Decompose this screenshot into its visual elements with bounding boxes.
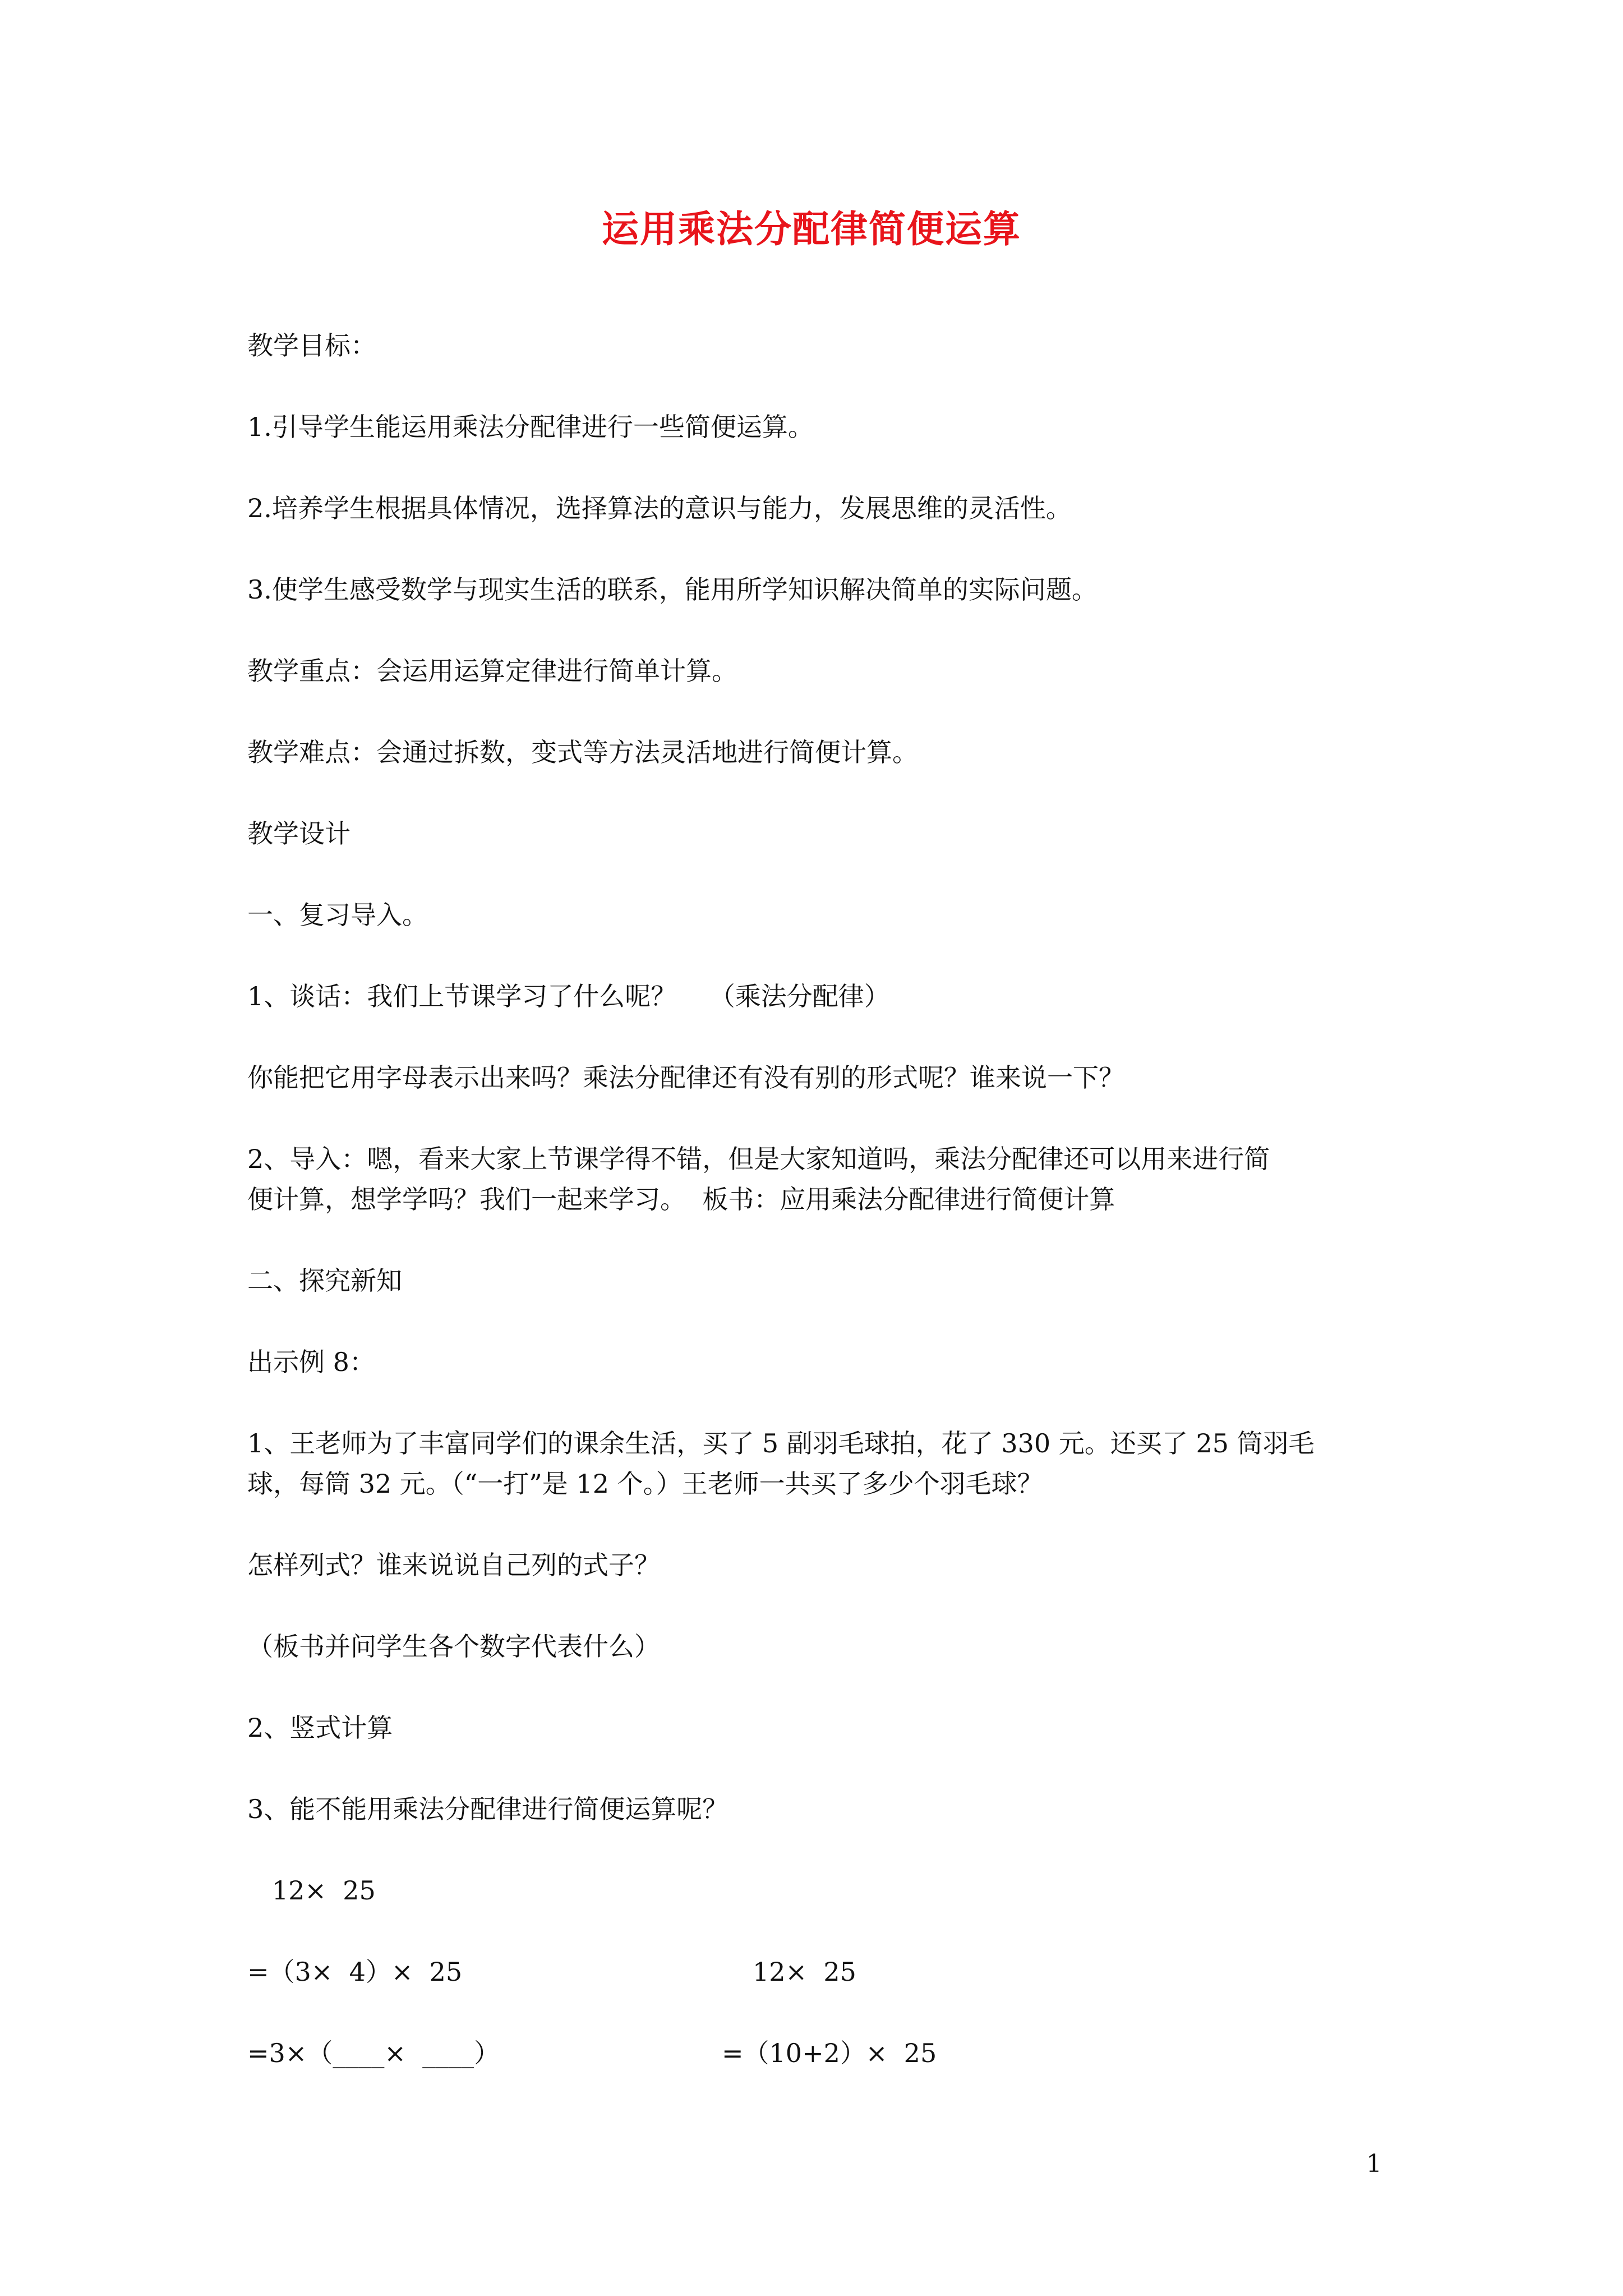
calc-right-line1: 12× 25: [753, 1957, 856, 1987]
section-1-heading: 一、复习导入。: [247, 900, 428, 930]
paragraph-letters: 你能把它用字母表示出来吗？乘法分配律还有没有别的形式呢？谁来说一下？: [247, 1062, 1124, 1093]
objective-2: 2.培养学生根据具体情况，选择算法的意识与能力，发展思维的灵活性。: [247, 493, 1072, 523]
paragraph-intro-line2: 便计算，想学学吗？我们一起来学习。 板书：应用乘法分配律进行简便计算: [247, 1184, 1115, 1214]
example-heading: 出示例 8：: [247, 1347, 375, 1377]
objective-3: 3.使学生感受数学与现实生活的联系，能用所学知识解决简单的实际问题。: [247, 574, 1098, 605]
design-heading: 教学设计: [247, 818, 351, 849]
board-note: （板书并问学生各个数字代表什么）: [247, 1631, 660, 1662]
objectives-heading: 教学目标：: [247, 330, 376, 361]
step-vertical-calc: 2、竖式计算: [247, 1713, 393, 1743]
question-formula: 怎样列式？谁来说说自己列的式子？: [247, 1550, 660, 1580]
section-2-heading: 二、探究新知: [247, 1266, 402, 1296]
page-number: 1: [1366, 2150, 1382, 2178]
step-distributive-question: 3、能不能用乘法分配律进行简便运算呢？: [247, 1794, 728, 1824]
key-point: 教学重点：会运用运算定律进行简单计算。: [247, 656, 737, 686]
document-title: 运用乘法分配律简便运算: [602, 207, 1021, 251]
example-problem-line2: 球，每筒 32 元。（“一打”是 12 个。）王老师一共买了多少个羽毛球？: [247, 1469, 1043, 1499]
calc-left-line2: =（3× 4）× 25: [247, 1957, 463, 1987]
calc-right-line2: =（10+2）× 25: [722, 2038, 937, 2068]
example-problem-line1: 1、王老师为了丰富同学们的课余生活，买了 5 副羽毛球拍，花了 330 元。还买了 25 筒羽毛: [247, 1428, 1315, 1458]
paragraph-intro-line1: 2、导入：嗯，看来大家上节课学得不错，但是大家知道吗，乘法分配律还可以用来进行简: [247, 1144, 1270, 1174]
paragraph-talk: 1、谈话：我们上节课学习了什么呢？ （乘法分配律）: [247, 981, 890, 1011]
objective-1: 1.引导学生能运用乘法分配律进行一些简便运算。: [247, 412, 814, 442]
calc-left-line1: 12× 25: [247, 1875, 376, 1906]
difficult-point: 教学难点：会通过拆数，变式等方法灵活地进行简便计算。: [247, 737, 918, 767]
calc-left-line3: =3×（____× ____）: [247, 2038, 500, 2068]
